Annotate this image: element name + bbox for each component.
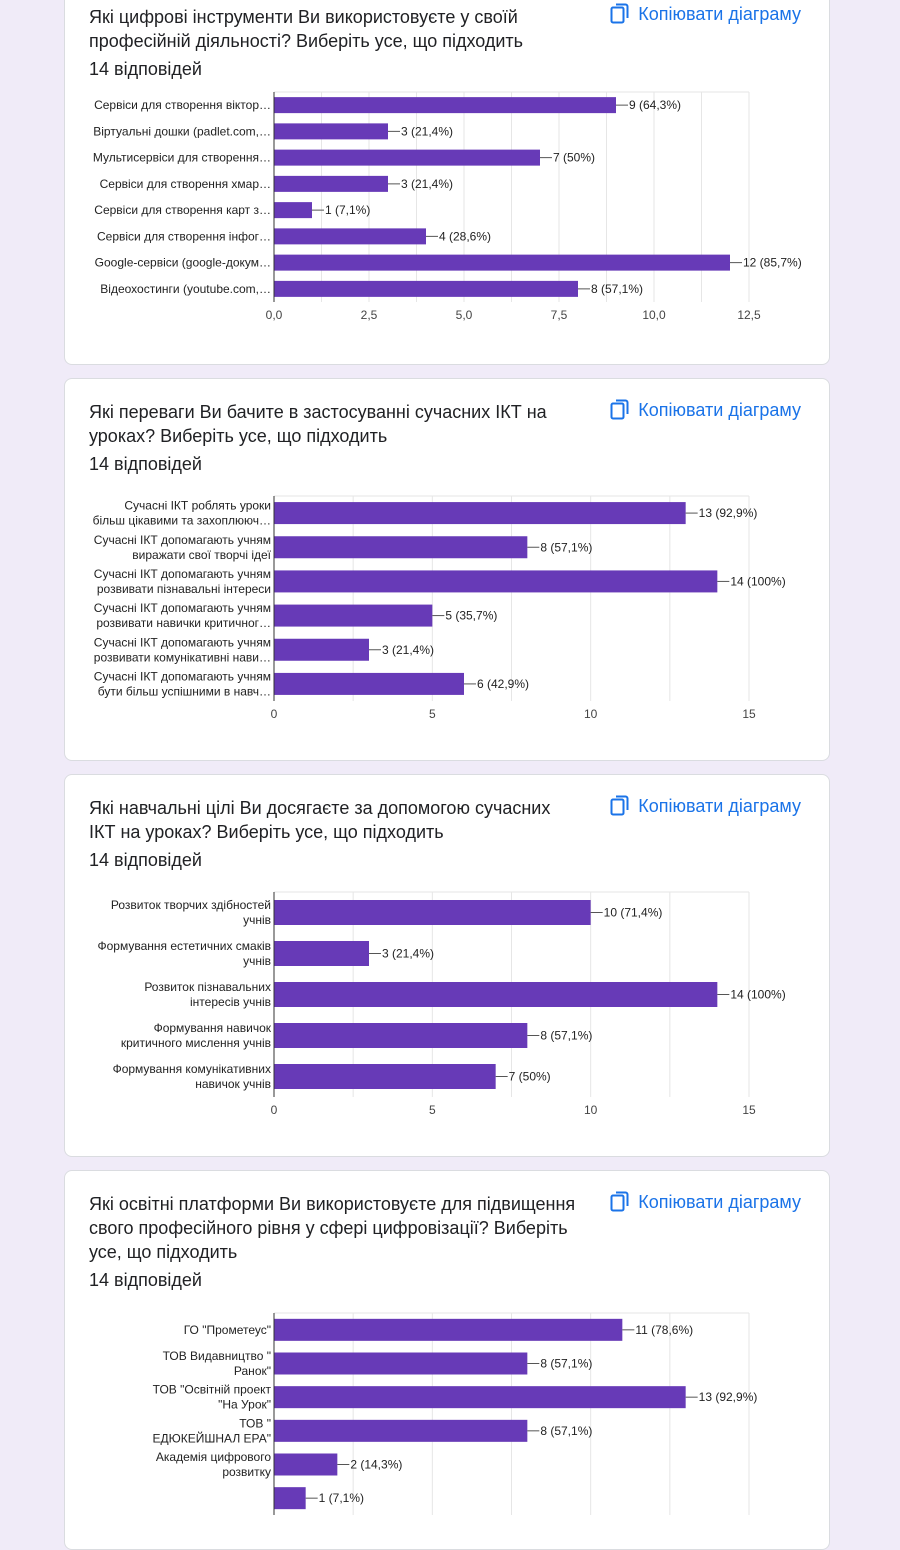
response-count: 14 відповідей [89,59,202,79]
category-label: Сучасні ІКТ допомагають учням [93,601,271,616]
data-label: 8 (57,1%) [591,281,644,296]
category-label: учнів [243,913,271,927]
data-label: 2 (14,3%) [350,1457,403,1472]
category-label: розвивати навички критичног… [96,616,271,631]
data-label: 13 (92,9%) [698,1390,758,1405]
data-label: 8 (57,1%) [540,1423,593,1438]
bar[interactable] [274,123,388,139]
category-label: Сучасні ІКТ допомагають учням [93,532,271,547]
data-label: 3 (21,4%) [382,642,435,657]
data-label: 10 (71,4%) [603,905,663,920]
x-tick-label: 15 [742,707,756,721]
response-count: 14 відповідей [89,850,202,870]
response-count: 14 відповідей [89,454,202,474]
category-label: Академія цифрового [155,1450,271,1464]
question-title: Які навчальні цілі Ви досягаєте за допомогою сучасних ІКТ на уроках? Виберіть усе, що підходить [89,798,551,842]
category-label: розвивати пізнавальні інтереси [96,581,271,596]
x-tick-label: 10 [583,1103,598,1117]
x-tick-label: 10,0 [642,308,666,322]
data-label: 8 (57,1%) [540,1356,593,1371]
category-label: ЕДЮКЕЙШНАЛ ЕРА" [152,1431,271,1446]
category-label: Сервіси для створення віктор… [94,98,271,113]
question-title: Які освітні платформи Ви використовуєте для підвищення свого професійного рівня у сфері цифровізації? Виберіть усе, що підходить [89,1194,576,1262]
bar[interactable] [274,502,686,524]
category-label: Мультисервіси для створення… [92,150,271,165]
bar[interactable] [274,150,540,166]
data-label: 1 (7,1%) [318,1491,365,1506]
category-label: Сучасні ІКТ роблять уроки [124,498,271,513]
copy-icon [610,1191,630,1213]
data-label: 14 (100%) [730,987,786,1002]
bar[interactable] [274,255,730,271]
bar[interactable] [274,1454,337,1476]
category-label: навичок учнів [195,1077,271,1091]
category-label: Формування естетичних смаків [97,939,271,953]
bar-chart-1 [65,86,831,336]
bar[interactable] [274,228,426,244]
copy-chart-label: Копіювати діаграму [638,795,801,816]
bar-chart-4 [65,1313,831,1533]
copy-chart-button[interactable] [610,399,801,421]
x-tick-label: 15 [742,1103,756,1117]
bar[interactable] [274,1386,686,1408]
chart-card-1 [64,0,830,365]
category-label: виражати свої творчі ідеї [132,547,271,562]
copy-chart-label: Копіювати діаграму [638,3,801,24]
data-label: 9 (64,3%) [629,98,682,113]
category-label: Сучасні ІКТ допомагають учням [93,635,271,650]
data-label: 11 (78,6%) [635,1322,694,1337]
data-label: 3 (21,4%) [401,124,454,139]
chart-card-3 [64,774,830,1157]
category-label: ТОВ Видавництво " [162,1349,271,1363]
bar[interactable] [274,941,369,966]
response-count: 14 відповідей [89,1270,202,1290]
x-tick-label: 0 [270,707,278,721]
x-tick-label: 0 [270,1103,278,1117]
data-label: 8 (57,1%) [540,540,593,555]
x-tick-label: 7,5 [550,308,568,322]
bar[interactable] [274,673,464,695]
data-label: 4 (28,6%) [439,229,492,244]
bar[interactable] [274,1064,496,1089]
data-label: 8 (57,1%) [540,1028,593,1043]
data-label: 7 (50%) [553,150,596,165]
question-title: Які цифрові інструменти Ви використовуєте у своїй професійній діяльності? Виберіть усе, що підходить [89,7,524,51]
bar[interactable] [274,1319,622,1341]
category-label: Формування комунікативних [112,1062,271,1076]
data-label: 6 (42,9%) [477,676,530,691]
category-label: учнів [243,954,271,968]
copy-chart-label: Копіювати діаграму [638,399,801,420]
x-tick-label: 10 [583,707,598,721]
data-label: 12 (85,7%) [743,255,802,270]
category-label: Сервіси для створення карт з… [94,203,271,218]
x-tick-label: 0,0 [265,308,283,322]
category-label: більш цікавими та захоплююч… [92,513,271,528]
question-title: Які переваги Ви бачите в застосуванні сучасних ІКТ на уроках? Виберіть усе, що підходить [89,402,547,446]
data-label: 14 (100%) [730,574,786,589]
category-label: Розвиток творчих здібностей [110,898,271,912]
copy-chart-label: Копіювати діаграму [638,1191,801,1212]
x-tick-label: 5 [428,707,436,721]
bar-chart-3 [65,892,831,1152]
category-label: розвивати комунікативні нави… [93,650,271,665]
category-label: ТОВ "Освітній проект [152,1382,271,1397]
bar[interactable] [274,900,591,925]
category-label: ГО "Прометеус" [183,1322,271,1337]
chart-card-4 [64,1170,830,1550]
chart-card-2 [64,378,830,761]
data-label: 3 (21,4%) [382,946,435,961]
data-label: 5 (35,7%) [445,608,498,623]
bar[interactable] [274,1420,527,1442]
x-tick-label: 2,5 [360,308,378,322]
data-label: 3 (21,4%) [401,176,454,191]
copy-chart-button[interactable] [610,1191,801,1213]
copy-icon [610,399,630,421]
category-label: Відеохостинги (youtube.com,… [100,281,271,296]
category-label: Віртуальні дошки (padlet.com,… [93,124,271,139]
category-label: "На Урок" [218,1397,271,1412]
data-label: 13 (92,9%) [698,506,758,521]
bar[interactable] [274,570,717,592]
bar-chart-2 [65,489,831,749]
bar[interactable] [274,1353,527,1375]
category-label: Розвиток пізнавальних [144,980,271,994]
category-label: інтересів учнів [190,995,271,1009]
bar[interactable] [274,176,388,192]
category-label: Ранок" [233,1364,271,1378]
copy-icon [610,795,630,817]
data-label: 1 (7,1%) [325,203,371,218]
bar[interactable] [274,97,616,113]
category-label: бути більш успішними в навч… [97,684,271,699]
bar[interactable] [274,982,717,1007]
category-label: розвитку [222,1465,271,1479]
bar[interactable] [274,536,527,558]
bar[interactable] [274,202,312,218]
copy-icon [610,3,630,25]
copy-chart-button[interactable] [610,795,801,817]
x-tick-label: 5,0 [455,308,473,322]
data-label: 7 (50%) [508,1069,551,1084]
bar[interactable] [274,281,578,297]
category-label: Сервіси для створення інфог… [97,229,271,244]
bar[interactable] [274,639,369,661]
x-tick-label: 5 [428,1103,436,1117]
bar[interactable] [274,605,432,627]
bar[interactable] [274,1023,527,1048]
x-tick-label: 12,5 [737,308,761,322]
category-label: ТОВ " [239,1416,271,1431]
category-label: Сучасні ІКТ допомагають учням [93,566,271,581]
copy-chart-button[interactable] [610,3,801,25]
category-label: критичного мислення учнів [120,1036,271,1050]
bar[interactable] [274,1487,306,1509]
category-label: Сучасні ІКТ допомагають учням [93,669,271,684]
category-label: Формування навичок [153,1021,271,1035]
category-label: Сервіси для створення хмар… [99,176,271,191]
category-label: Google-сервіси (google-докум… [94,255,271,270]
